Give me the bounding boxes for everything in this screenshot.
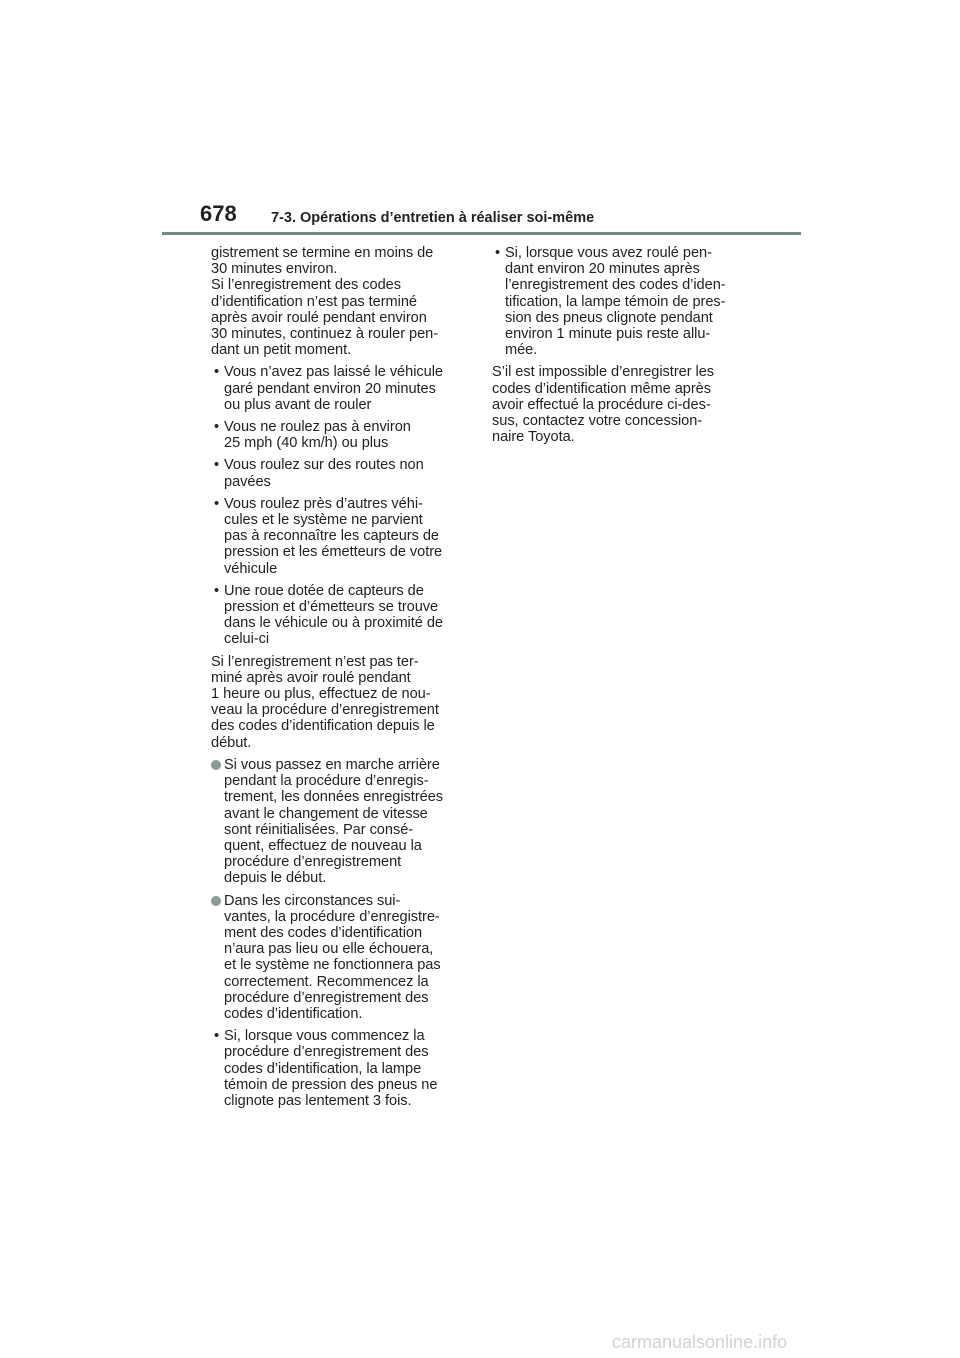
text-line: véhicule [224,560,278,577]
text-line: Si l’enregistrement n’est pas ter- [211,653,419,670]
text-line: vantes, la procédure d’enregistre- [224,908,440,925]
text-line: tification, la lampe témoin de pres- [505,293,726,310]
page-number: 678 [200,201,237,226]
bullet-dot-icon: • [214,419,220,436]
condition-item [211,364,473,413]
text-line: 1 heure ou plus, effectuez de nou- [211,686,431,703]
text-line: celui-ci [224,631,270,648]
bullet-dot-icon: • [495,245,501,261]
bullet-dot-icon: • [214,457,220,474]
text-line: 25 mph (40 km/h) ou plus [224,435,389,452]
text-line: avoir effectué la procédure ci-des- [492,396,711,413]
condition-item [211,457,473,489]
text-line: trement, les données enregistrées [224,789,444,806]
text-line: Vous n’avez pas laissé le véhicule [224,364,443,381]
bullet-dot-icon: • [214,495,220,512]
watermark-text: carmanualsonline.info [612,1332,788,1352]
section-title: 7-3. Opérations d’entretien à réaliser soi-même [271,210,595,226]
text-line: environ 1 minute puis reste allu- [505,326,711,343]
text-line: S’il est impossible d’enregistrer les [492,364,715,381]
text-line: n’aura pas lieu ou elle échouera, [224,941,434,958]
text-line: cules et le système ne parvient [224,512,423,529]
text-line: pavées [224,473,271,490]
text-line: Dans les circonstances sui- [224,892,401,909]
text-line: début. [211,734,252,751]
right-column [492,245,754,451]
intro-paragraph [211,245,473,358]
text-line: 30 minutes environ. [211,261,338,278]
text-line: Vous roulez sur des routes non [224,457,424,474]
text-line: quent, effectuez de nouveau la [224,837,422,854]
text-line: gistrement se termine en moins de [211,245,434,261]
text-line: pression et d’émetteurs se trouve [224,599,439,616]
text-line: dant un petit moment. [211,342,352,359]
text-line: depuis le début. [224,870,327,887]
condition-item [211,583,473,648]
text-line: Une roue dotée de capteurs de [224,582,424,599]
text-line: correctement. Recommencez la [224,973,429,990]
text-line: sus, contactez votre concession- [492,413,703,430]
circumstance-item [211,1028,473,1109]
text-line: avant le changement de vitesse [224,805,428,822]
text-line: Si vous passez en marche arrière [224,756,440,773]
text-line: procédure d’enregistrement des [224,1044,429,1061]
text-line: sion des pneus clignote pendant [505,309,713,326]
text-line: dant environ 20 minutes après [505,261,700,278]
left-column [211,245,473,1115]
text-line: pas à reconnaître les capteurs de [224,528,439,545]
text-line: Si l’enregistrement des codes [211,277,401,294]
text-line: procédure d’enregistrement des [224,989,429,1006]
text-line: codes d’identification. [224,1005,363,1022]
text-line: veau la procédure d’enregistrement [211,702,439,719]
text-line: ou plus avant de rouler [224,396,372,413]
text-line: miné après avoir roulé pendant [211,669,411,686]
text-line: procédure d’enregistrement [224,854,402,871]
condition-item [211,419,473,451]
text-line: d’identification n’est pas terminé [211,293,417,310]
text-line: dans le véhicule ou à proximité de [224,615,443,632]
text-line: clignote pas lentement 3 fois. [224,1092,412,1109]
text-line: ment des codes d’identification [224,924,423,941]
text-line: codes d’identification même après [492,380,711,397]
text-line: garé pendant environ 20 minutes [224,380,436,397]
bullet-dot-icon: • [214,364,220,381]
text-line: 30 minutes, continuez à rouler pen- [211,326,439,343]
text-line: témoin de pression des pneus ne [224,1076,438,1093]
text-line: pendant la procédure d’enregis- [224,773,429,790]
text-line: après avoir roulé pendant environ [211,309,427,326]
bullet-dot-icon: • [214,582,220,599]
text-line: Si, lorsque vous commencez la [224,1028,425,1045]
text-line: codes d’identification, la lampe [224,1060,422,1077]
text-line: naire Toyota. [492,429,575,446]
text-line: des codes d’identification depuis le [211,718,435,735]
circle-bullet-icon [211,896,221,906]
circle-bullet-icon [211,760,221,770]
text-line: Vous roulez près d’autres véhi- [224,495,423,512]
text-line: mée. [505,342,538,359]
bullet-dot-icon: • [214,1028,220,1045]
contact-paragraph [492,364,754,445]
condition-item [211,496,473,577]
circumstance-item [492,245,754,358]
header-rule [162,232,801,235]
note-bullet-circumstances [211,893,473,1023]
text-line: pression et les émetteurs de votre [224,544,443,561]
text-line: sont réinitialisées. Par consé- [224,821,414,838]
text-line: Si, lorsque vous avez roulé pen- [505,245,712,261]
text-line: l’enregistrement des codes d’iden- [505,277,726,294]
text-line: Vous ne roulez pas à environ [224,419,411,436]
note-bullet-reverse [211,757,473,887]
retry-paragraph [211,654,473,751]
text-line: et le système ne fonctionnera pas [224,957,441,974]
